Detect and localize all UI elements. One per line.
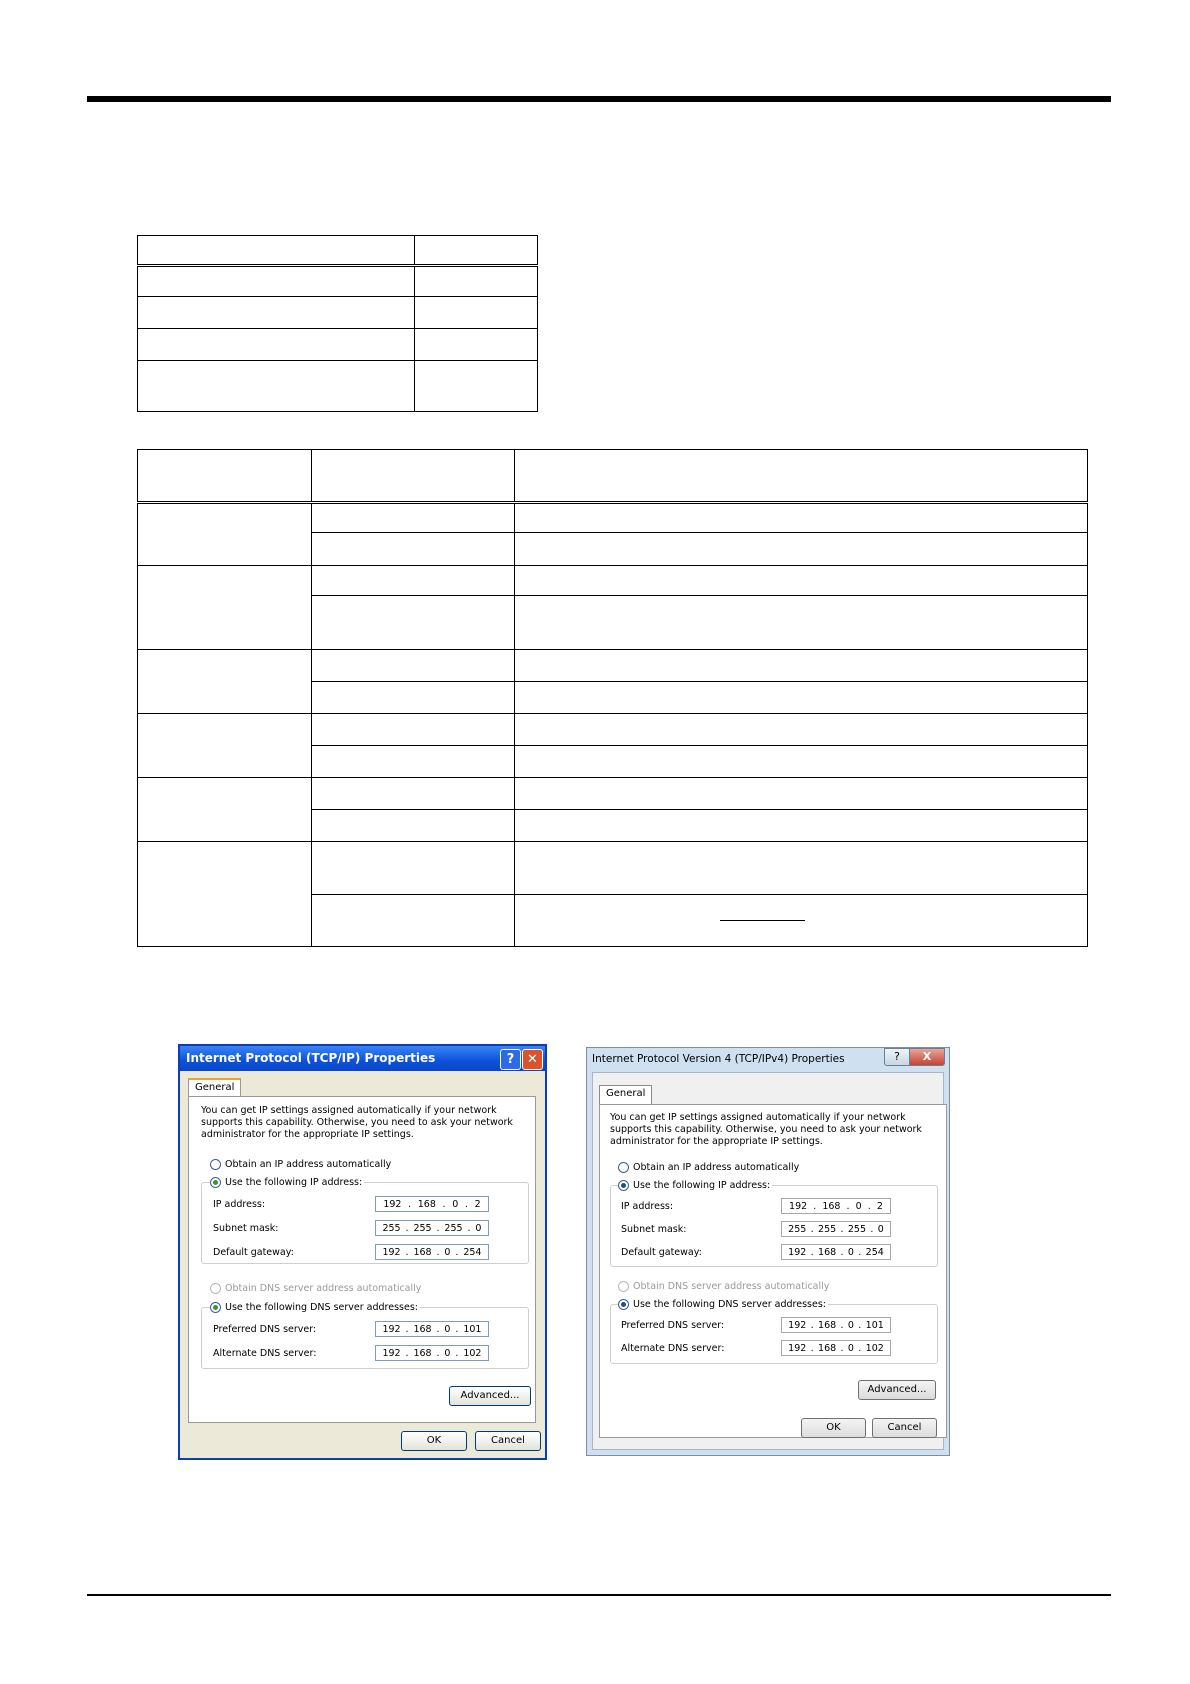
table-cell [312, 650, 515, 682]
alternate-dns-input[interactable]: 192 . 168 . 0 . 102 [375, 1345, 489, 1361]
cancel-button[interactable]: Cancel [872, 1418, 937, 1438]
field-label: IP address: [621, 1200, 674, 1212]
table-cell [415, 236, 538, 266]
table-cell [138, 650, 312, 714]
table-cell [515, 596, 1088, 650]
radio-icon [210, 1159, 221, 1170]
table-cell [312, 682, 515, 714]
table-cell [138, 361, 415, 412]
table-cell [312, 533, 515, 566]
table-cell [312, 842, 515, 895]
intro-text: You can get IP settings assigned automatically if your network supports this capability. Otherwise, you need to ask your network administrator for the appropriate IP settings. [201, 1105, 513, 1140]
obtain-ip-auto-radio[interactable] [618, 1162, 799, 1173]
use-following-dns-radio[interactable] [618, 1299, 828, 1310]
radio-label: Obtain DNS server address automatically [633, 1281, 830, 1292]
field-label: Alternate DNS server: [621, 1342, 725, 1354]
preferred-dns-input[interactable]: 192 . 168 . 0 . 101 [781, 1317, 891, 1333]
default-gateway-input[interactable]: 192 . 168 . 0 . 254 [375, 1244, 489, 1260]
table-cell [138, 236, 415, 266]
use-following-ip-radio[interactable] [210, 1177, 364, 1188]
preferred-dns-row [213, 1321, 489, 1337]
table-cell [138, 714, 312, 778]
close-icon[interactable]: ✕ [522, 1049, 543, 1070]
settings-table-small [137, 235, 538, 412]
obtain-dns-auto-radio[interactable] [210, 1283, 421, 1294]
table-cell [515, 810, 1088, 842]
radio-icon [618, 1299, 629, 1310]
table-cell [515, 533, 1088, 566]
underline-mark [720, 920, 805, 921]
xp-tcpip-dialog [178, 1044, 547, 1460]
table-cell [138, 842, 312, 947]
ok-button[interactable]: OK [801, 1418, 866, 1438]
table-cell [515, 746, 1088, 778]
table-cell [138, 329, 415, 361]
ip-address-input[interactable]: 192 . 168 . 0 . 2 [375, 1196, 489, 1212]
alternate-dns-input[interactable]: 192 . 168 . 0 . 102 [781, 1340, 891, 1356]
table-cell [515, 566, 1088, 596]
dialog-title: Internet Protocol Version 4 (TCP/IPv4) Properties [592, 1053, 845, 1065]
advanced-button[interactable]: Advanced... [449, 1386, 531, 1406]
table-cell [415, 361, 538, 412]
radio-label: Use the following DNS server addresses: [225, 1302, 418, 1313]
table-cell [138, 778, 312, 842]
table-cell [415, 329, 538, 361]
radio-icon [210, 1302, 221, 1313]
title-bar [180, 1046, 545, 1071]
table-cell [312, 450, 515, 503]
radio-icon [618, 1162, 629, 1173]
advanced-button[interactable]: Advanced... [858, 1380, 936, 1400]
table-cell [515, 503, 1088, 533]
ok-button[interactable]: OK [401, 1431, 467, 1451]
table-cell [515, 895, 1088, 947]
radio-label: Obtain an IP address automatically [633, 1162, 800, 1173]
field-label: Default gateway: [621, 1246, 702, 1258]
table-cell [312, 746, 515, 778]
table-cell [312, 895, 515, 947]
table-cell [312, 714, 515, 746]
field-label: Alternate DNS server: [213, 1347, 317, 1359]
general-panel [599, 1104, 947, 1438]
radio-icon [618, 1180, 629, 1191]
obtain-ip-auto-radio[interactable] [210, 1159, 391, 1170]
default-gateway-input[interactable]: 192 . 168 . 0 . 254 [781, 1244, 891, 1260]
settings-table-large [137, 449, 1088, 947]
table-cell [515, 450, 1088, 503]
table-cell [138, 450, 312, 503]
table-cell [312, 810, 515, 842]
field-label: Subnet mask: [621, 1223, 687, 1235]
table-cell [312, 778, 515, 810]
table-cell [515, 682, 1088, 714]
dns-group [610, 1304, 938, 1364]
table-cell [515, 714, 1088, 746]
radio-label: Obtain an IP address automatically [225, 1159, 392, 1170]
field-label: IP address: [213, 1198, 266, 1210]
tab-general[interactable]: General [599, 1085, 652, 1105]
vista-tcpipv4-dialog [586, 1047, 950, 1456]
subnet-mask-row [621, 1221, 891, 1237]
table-cell [138, 503, 312, 566]
radio-label: Obtain DNS server address automatically [225, 1283, 422, 1294]
default-gateway-row [213, 1244, 489, 1260]
field-label: Preferred DNS server: [621, 1319, 725, 1331]
table-cell [415, 266, 538, 297]
table-cell [515, 842, 1088, 895]
radio-icon [618, 1281, 629, 1292]
field-label: Subnet mask: [213, 1222, 279, 1234]
table-cell [312, 596, 515, 650]
table-cell [138, 297, 415, 329]
dialog-title: Internet Protocol (TCP/IP) Properties [186, 1051, 436, 1065]
ip-group [610, 1185, 938, 1267]
cancel-button[interactable]: Cancel [475, 1431, 541, 1451]
header-rule [87, 96, 1111, 102]
table-cell [312, 503, 515, 533]
table-cell [515, 650, 1088, 682]
field-label: Preferred DNS server: [213, 1323, 317, 1335]
intro-text: You can get IP settings assigned automatically if your network supports this capability. Otherwise, you need to ask your network administrator for the appropriate IP settings. [610, 1112, 922, 1147]
field-label: Default gateway: [213, 1246, 294, 1258]
subnet-mask-input[interactable]: 255 . 255 . 255 . 0 [781, 1221, 891, 1237]
alternate-dns-row [213, 1345, 489, 1361]
radio-icon [210, 1283, 221, 1294]
radio-icon [210, 1177, 221, 1188]
table-cell [515, 778, 1088, 810]
radio-label: Use the following IP address: [633, 1180, 771, 1191]
use-following-ip-radio[interactable] [618, 1180, 772, 1191]
help-icon[interactable]: ? [500, 1049, 521, 1070]
alternate-dns-row [621, 1340, 891, 1356]
preferred-dns-row [621, 1317, 891, 1333]
preferred-dns-input[interactable]: 192 . 168 . 0 . 101 [375, 1321, 489, 1337]
table-cell [415, 297, 538, 329]
close-icon[interactable]: X [909, 1048, 945, 1066]
ip-address-row [213, 1196, 489, 1212]
ip-address-row [621, 1198, 891, 1214]
general-panel [188, 1096, 536, 1423]
tab-general[interactable]: General [188, 1078, 241, 1097]
table-cell [138, 566, 312, 650]
title-bar [587, 1048, 949, 1070]
ip-address-input[interactable]: 192 . 168 . 0 . 2 [781, 1198, 891, 1214]
table-cell [138, 266, 415, 297]
subnet-mask-row [213, 1220, 489, 1236]
obtain-dns-auto-radio[interactable] [618, 1281, 829, 1292]
subnet-mask-input[interactable]: 255 . 255 . 255 . 0 [375, 1220, 489, 1236]
dns-group [201, 1307, 529, 1369]
default-gateway-row [621, 1244, 891, 1260]
ip-group [201, 1182, 529, 1264]
table-cell [312, 566, 515, 596]
radio-label: Use the following DNS server addresses: [633, 1299, 826, 1310]
use-following-dns-radio[interactable] [210, 1302, 420, 1313]
radio-label: Use the following IP address: [225, 1177, 363, 1188]
help-icon[interactable]: ? [884, 1048, 910, 1066]
footer-rule [87, 1594, 1111, 1596]
